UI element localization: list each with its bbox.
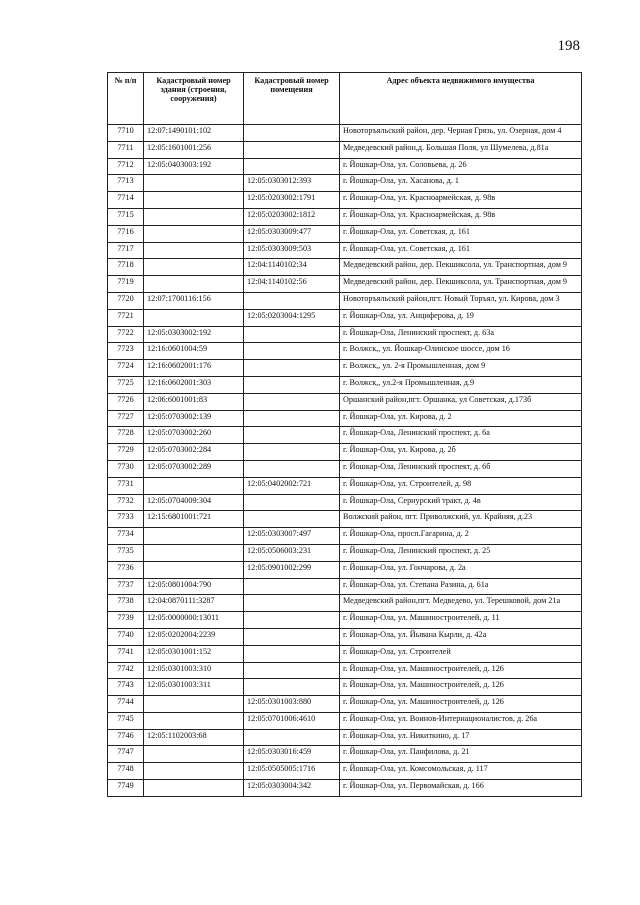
premises-cadastral-cell: 12:05:0303012:393 [244,175,340,192]
building-cadastral-cell [144,477,244,494]
row-number-cell: 7713 [108,175,144,192]
row-number-cell: 7724 [108,360,144,377]
table-row [108,410,582,427]
table-row [108,780,582,797]
building-cadastral-cell: 12:05:0801004:790 [144,578,244,595]
page-number: 198 [557,38,580,54]
table-row [108,578,582,595]
table-row [108,276,582,293]
premises-cadastral-cell: 12:05:0301003:880 [244,696,340,713]
building-cadastral-cell: 12:07:1700116:156 [144,292,244,309]
address-cell: г. Волжск,, ул.2-я Промышленная, д.9 [340,376,582,393]
row-number-cell: 7734 [108,528,144,545]
building-cadastral-cell: 12:16:0601004:59 [144,343,244,360]
row-number-cell: 7714 [108,192,144,209]
table-row [108,259,582,276]
premises-cadastral-cell: 12:05:0303004:342 [244,780,340,797]
address-cell: г. Йошкар-Ола, ул. Строителей [340,645,582,662]
table-row [108,595,582,612]
address-cell: Медведевский район,пгт. Медведево, ул. Терешковой, дом 21а [340,595,582,612]
address-cell: Новоторъяльский район,пгт. Новый Торъял, ул. Кирова, дом 3 [340,292,582,309]
table-row [108,192,582,209]
premises-cadastral-cell: 12:05:0303009:503 [244,242,340,259]
table-row [108,460,582,477]
building-cadastral-cell: 12:05:0301001:152 [144,645,244,662]
row-number-cell: 7741 [108,645,144,662]
premises-cadastral-cell [244,645,340,662]
premises-cadastral-cell [244,125,340,142]
building-cadastral-cell: 12:05:0703002:260 [144,427,244,444]
address-cell: г. Йошкар-Ола, ул. Воинов-Интернационалистов, д. 26а [340,712,582,729]
premises-cadastral-cell: 12:05:0506003:231 [244,544,340,561]
premises-cadastral-cell [244,343,340,360]
building-cadastral-cell [144,528,244,545]
table-row [108,712,582,729]
address-cell: г. Йошкар-Ола, ул. Гончарова, д. 2а [340,561,582,578]
row-number-cell: 7729 [108,444,144,461]
table-row [108,175,582,192]
row-number-cell: 7728 [108,427,144,444]
building-cadastral-cell: 12:06:6001001:83 [144,393,244,410]
premises-cadastral-cell [244,679,340,696]
table-row [108,242,582,259]
address-cell: г. Йошкар-Ола, ул. Йывана Кырли, д. 42а [340,628,582,645]
building-cadastral-cell [144,276,244,293]
premises-cadastral-cell [244,360,340,377]
building-cadastral-cell [144,208,244,225]
address-cell: Медведевский район, дер. Пекшиксола, ул. Транспортная, дом 9 [340,276,582,293]
row-number-cell: 7732 [108,494,144,511]
property-registry-table [107,72,582,797]
premises-cadastral-cell [244,460,340,477]
address-cell: г. Йошкар-Ола, ул. Первомайская, д. 166 [340,780,582,797]
address-cell: г. Йошкар-Ола, ул. Машиностроителей, д. 126 [340,662,582,679]
row-number-cell: 7748 [108,763,144,780]
table-row [108,528,582,545]
row-number-cell: 7721 [108,309,144,326]
building-cadastral-cell [144,242,244,259]
building-cadastral-cell [144,259,244,276]
address-cell: г. Йошкар-Ола, ул. Соловьева, д. 26 [340,158,582,175]
building-cadastral-cell: 12:05:0403003:192 [144,158,244,175]
premises-cadastral-cell [244,427,340,444]
row-number-cell: 7737 [108,578,144,595]
address-cell: г. Йошкар-Ола, ул. Никиткино, д. 17 [340,729,582,746]
row-number-cell: 7723 [108,343,144,360]
row-number-cell: 7725 [108,376,144,393]
building-cadastral-cell [144,561,244,578]
address-cell: г. Йошкар-Ола, Ленинский проспект, д. 25 [340,544,582,561]
building-cadastral-cell: 12:05:0704009:304 [144,494,244,511]
row-number-cell: 7736 [108,561,144,578]
building-cadastral-cell: 12:15:6801001:721 [144,511,244,528]
row-number-cell: 7731 [108,477,144,494]
premises-cadastral-cell: 12:05:0402002:721 [244,477,340,494]
address-cell: г. Йошкар-Ола, ул. Советская, д. 161 [340,225,582,242]
row-number-cell: 7717 [108,242,144,259]
premises-cadastral-cell [244,628,340,645]
premises-cadastral-cell: 12:05:0901002:299 [244,561,340,578]
row-number-cell: 7744 [108,696,144,713]
premises-cadastral-cell [244,393,340,410]
row-number-cell: 7712 [108,158,144,175]
premises-cadastral-cell [244,444,340,461]
address-cell: г. Йошкар-Ола, Сернурский тракт, д. 4в [340,494,582,511]
address-cell: г. Йошкар-Ола, ул. Красноармейская, д. 98в [340,208,582,225]
building-cadastral-cell [144,175,244,192]
premises-cadastral-cell [244,595,340,612]
table-row [108,662,582,679]
table-row [108,376,582,393]
table-row [108,763,582,780]
address-cell: г. Йошкар-Ола, ул. Советская, д. 161 [340,242,582,259]
table-row [108,494,582,511]
table-row [108,645,582,662]
address-cell: г. Волжск,, ул. 2-я Промышленная, дом 9 [340,360,582,377]
premises-cadastral-cell: 12:05:0303009:477 [244,225,340,242]
premises-cadastral-cell: 12:05:0701006:4610 [244,712,340,729]
building-cadastral-cell [144,225,244,242]
premises-cadastral-cell [244,662,340,679]
premises-cadastral-cell: 12:05:0505005:1716 [244,763,340,780]
building-cadastral-cell: 12:05:1102003:68 [144,729,244,746]
building-cadastral-cell: 12:16:0602001:303 [144,376,244,393]
address-cell: г. Йошкар-Ола, ул. Кирова, д. 2 [340,410,582,427]
address-cell: Волжский район, пгт. Приволжский, ул. Крайняя, д.23 [340,511,582,528]
premises-cadastral-cell: 12:04:1140102:34 [244,259,340,276]
header-row-number: № п/п [108,73,144,125]
building-cadastral-cell: 12:05:0301003:310 [144,662,244,679]
address-cell: г. Йошкар-Ола, ул. Красноармейская, д. 98в [340,192,582,209]
address-cell: г. Йошкар-Ола, ул. Кирова, д. 2б [340,444,582,461]
row-number-cell: 7742 [108,662,144,679]
address-cell: г. Волжск,, ул. Йошкар-Олинское шоссе, дом 16 [340,343,582,360]
address-cell: Медведевский район,д. Большая Поля, ул Шумелева, д.81а [340,141,582,158]
premises-cadastral-cell [244,158,340,175]
table-row [108,544,582,561]
row-number-cell: 7743 [108,679,144,696]
building-cadastral-cell [144,696,244,713]
building-cadastral-cell: 12:16:0602001:176 [144,360,244,377]
address-cell: г. Йошкар-Ола, Ленинский проспект, д. 63а [340,326,582,343]
address-cell: г. Йошкар-Ола, ул. Хасанова, д. 1 [340,175,582,192]
row-number-cell: 7719 [108,276,144,293]
building-cadastral-cell [144,780,244,797]
row-number-cell: 7711 [108,141,144,158]
building-cadastral-cell [144,192,244,209]
address-cell: г. Йошкар-Ола, ул. Строителей, д. 98 [340,477,582,494]
building-cadastral-cell: 12:05:0301003:311 [144,679,244,696]
table-row [108,696,582,713]
address-cell: г. Йошкар-Ола, ул. Машиностроителей, д. 126 [340,696,582,713]
premises-cadastral-cell [244,511,340,528]
row-number-cell: 7749 [108,780,144,797]
premises-cadastral-cell: 12:05:0203002:1812 [244,208,340,225]
table-row [108,343,582,360]
building-cadastral-cell [144,763,244,780]
row-number-cell: 7739 [108,612,144,629]
address-cell: г. Йошкар-Ола, ул. Степана Разина, д. 61а [340,578,582,595]
row-number-cell: 7720 [108,292,144,309]
address-cell: Новоторъяльский район, дер. Черная Грязь, ул. Озерная, дом 4 [340,125,582,142]
address-cell: г. Йошкар-Ола, Ленинский проспект, д. 6б [340,460,582,477]
building-cadastral-cell: 12:05:0703002:284 [144,444,244,461]
table-row [108,628,582,645]
table-row [108,225,582,242]
premises-cadastral-cell: 12:05:0303007:497 [244,528,340,545]
address-cell: г. Йошкар-Ола, ул. Панфилова, д. 21 [340,746,582,763]
table-header-row [108,73,582,125]
row-number-cell: 7733 [108,511,144,528]
table-row [108,679,582,696]
table-row [108,326,582,343]
premises-cadastral-cell: 12:05:0203002:1791 [244,192,340,209]
row-number-cell: 7715 [108,208,144,225]
row-number-cell: 7745 [108,712,144,729]
premises-cadastral-cell [244,376,340,393]
address-cell: г. Йошкар-Ола, ул. Анциферова, д. 19 [340,309,582,326]
table-row [108,612,582,629]
premises-cadastral-cell [244,326,340,343]
address-cell: г. Йошкар-Ола, просп.Гагарина, д. 2 [340,528,582,545]
table-row [108,360,582,377]
row-number-cell: 7722 [108,326,144,343]
building-cadastral-cell [144,309,244,326]
premises-cadastral-cell [244,729,340,746]
premises-cadastral-cell: 12:05:0203004:1295 [244,309,340,326]
table-row [108,746,582,763]
row-number-cell: 7740 [108,628,144,645]
header-address: Адрес объекта недвижимого имущества [340,73,582,125]
row-number-cell: 7747 [108,746,144,763]
premises-cadastral-cell: 12:05:0303016:459 [244,746,340,763]
address-cell: г. Йошкар-Ола, ул. Машиностроителей, д. 126 [340,679,582,696]
row-number-cell: 7746 [108,729,144,746]
building-cadastral-cell: 12:07:1490101:102 [144,125,244,142]
table-row [108,511,582,528]
table-row [108,125,582,142]
building-cadastral-cell: 12:04:0870111:3287 [144,595,244,612]
table-row [108,561,582,578]
building-cadastral-cell [144,712,244,729]
building-cadastral-cell [144,544,244,561]
row-number-cell: 7738 [108,595,144,612]
table-body [108,125,582,797]
table-row [108,444,582,461]
row-number-cell: 7718 [108,259,144,276]
address-cell: г. Йошкар-Ола, Ленинский проспект, д. 6а [340,427,582,444]
header-building-cadastral: Кадастровый номер здания (строения, сооружения) [144,73,244,125]
row-number-cell: 7727 [108,410,144,427]
building-cadastral-cell: 12:05:0202004:2239 [144,628,244,645]
premises-cadastral-cell [244,410,340,427]
table-row [108,477,582,494]
row-number-cell: 7735 [108,544,144,561]
address-cell: г. Йошкар-Ола, ул. Комсомольская, д. 117 [340,763,582,780]
premises-cadastral-cell [244,141,340,158]
table-row [108,309,582,326]
table-row [108,729,582,746]
address-cell: г. Йошкар-Ола, ул. Машиностроителей, д. 11 [340,612,582,629]
premises-cadastral-cell [244,578,340,595]
premises-cadastral-cell [244,612,340,629]
row-number-cell: 7716 [108,225,144,242]
table-row [108,393,582,410]
building-cadastral-cell: 12:05:0703002:139 [144,410,244,427]
building-cadastral-cell: 12:05:1601001:256 [144,141,244,158]
premises-cadastral-cell [244,292,340,309]
table-row [108,208,582,225]
row-number-cell: 7730 [108,460,144,477]
building-cadastral-cell: 12:05:0303002:192 [144,326,244,343]
building-cadastral-cell: 12:05:0703002:289 [144,460,244,477]
premises-cadastral-cell: 12:04:1140102:56 [244,276,340,293]
address-cell: Медведевский район, дер. Пекшиксола, ул. Транспортная, дом 9 [340,259,582,276]
row-number-cell: 7726 [108,393,144,410]
table-row [108,158,582,175]
row-number-cell: 7710 [108,125,144,142]
address-cell: Оршанский район,пгт. Оршанка, ул Советская, д.173б [340,393,582,410]
header-premises-cadastral: Кадастровый номер помещения [244,73,340,125]
premises-cadastral-cell [244,494,340,511]
table-row [108,292,582,309]
table-row [108,427,582,444]
building-cadastral-cell: 12:05:0000000:13011 [144,612,244,629]
building-cadastral-cell [144,746,244,763]
table-row [108,141,582,158]
